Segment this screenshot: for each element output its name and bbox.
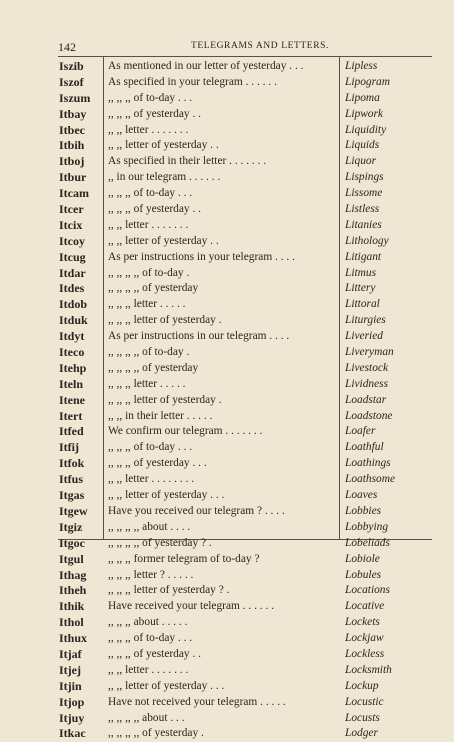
phrase-text: ,, ,, ,, of to-day . . .	[108, 187, 193, 200]
table-row	[58, 631, 432, 647]
cipher-word: Litmus	[345, 266, 377, 279]
code-word: Itgew	[59, 503, 88, 518]
table-row	[58, 91, 432, 107]
table-row	[58, 552, 432, 568]
phrase-text: ,, ,, in their letter . . . . .	[108, 409, 213, 422]
table-row	[58, 377, 432, 393]
cipher-word: Litanies	[345, 218, 382, 231]
phrase-text: Have received your telegram . . . . . .	[108, 600, 275, 613]
cipher-word: Locative	[345, 600, 385, 613]
phrase-text: ,, ,, ,, letter . . . . .	[108, 377, 186, 390]
phrase-text: Have not received your telegram . . . . .	[108, 695, 286, 708]
code-word: Itcoy	[59, 233, 85, 248]
table-row	[58, 663, 432, 679]
phrase-text: ,, ,, ,, of yesterday . .	[108, 203, 201, 216]
code-word: Itfed	[59, 424, 84, 439]
cipher-word: Lispings	[345, 171, 384, 184]
table-row	[58, 170, 432, 186]
phrase-text: ,, ,, letter . . . . . . .	[108, 663, 189, 676]
phrase-text: ,, ,, ,, letter of yesterday .	[108, 314, 222, 327]
cipher-word: Lobeliads	[345, 536, 390, 549]
phrase-text: ,, ,, letter of yesterday . .	[108, 234, 219, 247]
cipher-word: Lipwork	[345, 107, 383, 120]
cipher-word: Liturgies	[345, 314, 386, 327]
page-number: 142	[58, 40, 76, 54]
phrase-text: ,, ,, letter . . . . . . . .	[108, 473, 195, 486]
cipher-word: Lockjaw	[345, 632, 384, 645]
code-table	[58, 56, 432, 741]
cipher-word: Loathful	[345, 441, 384, 454]
code-word: Itgiz	[59, 519, 83, 534]
code-word: Itcam	[59, 186, 89, 201]
phrase-text: ,, ,, ,, ,, of to-day .	[108, 346, 190, 359]
table-row	[58, 234, 432, 250]
phrase-text: As per instructions in your telegram . . . .	[108, 250, 295, 263]
code-word: Iszib	[59, 59, 84, 73]
cipher-word: Lockless	[345, 647, 385, 660]
table-row	[58, 440, 432, 456]
table-row	[58, 409, 432, 425]
phrase-text: As mentioned in our letter of yesterday . . .	[108, 60, 304, 72]
code-word: Iteln	[59, 376, 83, 391]
cipher-word: Loadstar	[345, 393, 387, 406]
cipher-word: Liveryman	[345, 346, 394, 359]
cipher-word: Lobbies	[345, 504, 382, 517]
code-word: Iszum	[59, 90, 91, 105]
code-word: Itcer	[59, 202, 84, 217]
table-row	[58, 154, 432, 170]
phrase-text: ,, ,, ,, about . . . . .	[108, 616, 188, 629]
cipher-word: Locusts	[345, 711, 380, 724]
cipher-word: Loafer	[345, 425, 376, 438]
code-word: Itgul	[59, 551, 84, 566]
code-word: Ithux	[59, 631, 88, 646]
code-word: Itboj	[59, 154, 85, 169]
phrase-text: ,, in our telegram . . . . . .	[108, 171, 221, 184]
table-row	[58, 107, 432, 123]
phrase-text: ,, ,, ,, ,, about . . . .	[108, 520, 191, 533]
cipher-word: Liquidity	[345, 123, 387, 136]
phrase-text: As specified in their letter . . . . . . .	[108, 155, 267, 168]
table-row	[58, 679, 432, 695]
table-row	[58, 488, 432, 504]
cipher-word: Liquor	[345, 155, 377, 168]
table-row	[58, 599, 432, 615]
cipher-word: Loadstone	[345, 409, 393, 422]
code-word: Itbay	[59, 106, 87, 121]
code-word: Itert	[59, 408, 83, 423]
cipher-word: Lithology	[345, 234, 389, 247]
table-row	[58, 361, 432, 377]
phrase-text: ,, ,, ,, letter ? . . . . .	[108, 568, 194, 581]
phrase-text: ,, ,, ,, ,, about . . .	[108, 711, 185, 724]
cipher-word: Lobules	[345, 568, 382, 581]
code-word: Itjaf	[59, 646, 82, 661]
cipher-word: Listless	[345, 203, 380, 216]
table-row	[58, 615, 432, 631]
phrase-text: ,, ,, ,, letter of yesterday .	[108, 393, 222, 406]
table-row	[58, 266, 432, 282]
code-word: Itbur	[59, 170, 87, 185]
table-row	[58, 456, 432, 472]
cipher-word: Loaves	[345, 489, 378, 502]
phrase-text: ,, ,, ,, former telegram of to-day ?	[108, 552, 260, 565]
phrase-text: ,, ,, ,, ,, of yesterday	[108, 282, 199, 295]
cipher-word: Livestock	[345, 361, 389, 374]
table-row	[58, 536, 432, 552]
phrase-text: ,, ,, ,, of to-day . . .	[108, 91, 193, 104]
table-row	[58, 75, 432, 91]
phrase-text: We confirm our telegram . . . . . . .	[108, 425, 263, 438]
cipher-word: Lobiole	[345, 552, 380, 565]
cipher-word: Lodger	[345, 727, 378, 740]
phrase-text: ,, ,, ,, of yesterday . .	[108, 647, 201, 660]
code-word: Itbih	[59, 138, 85, 153]
phrase-text: As per instructions in our telegram . . . .	[108, 330, 290, 343]
phrase-text: ,, ,, ,, ,, of yesterday .	[108, 727, 204, 740]
code-word: Itfok	[59, 456, 85, 471]
table-row	[58, 297, 432, 313]
table-row	[58, 726, 432, 742]
table-row	[58, 647, 432, 663]
phrase-text: ,, ,, ,, letter . . . . .	[108, 298, 186, 311]
table-row	[58, 138, 432, 154]
code-word: Itheh	[59, 583, 87, 598]
table-row	[58, 345, 432, 361]
phrase-text: ,, ,, ,, letter of yesterday ? .	[108, 584, 230, 597]
phrase-text: ,, ,, letter of yesterday . . .	[108, 489, 225, 502]
cipher-word: Liveried	[345, 330, 383, 343]
phrase-text: ,, ,, letter of yesterday . . .	[108, 679, 225, 692]
code-word: Itjin	[59, 678, 82, 693]
code-word: Itjej	[59, 662, 81, 677]
table-row	[58, 520, 432, 536]
code-word: Itcug	[59, 249, 86, 264]
table-row	[58, 504, 432, 520]
table-row	[58, 393, 432, 409]
code-word: Itehp	[59, 360, 87, 375]
cipher-word: Lissome	[345, 187, 383, 200]
code-word: Ithik	[59, 599, 85, 614]
phrase-text: ,, ,, ,, of to-day . . .	[108, 632, 193, 645]
code-word: Itdob	[59, 297, 88, 312]
phrase-text: ,, ,, letter . . . . . . .	[108, 218, 189, 231]
code-word: Ithol	[59, 615, 84, 630]
code-word: Itdes	[59, 281, 85, 296]
table-row	[58, 123, 432, 139]
code-word: Itfij	[59, 440, 79, 455]
code-word: Itene	[59, 392, 85, 407]
code-word: Itbec	[59, 122, 85, 137]
code-word: Itjop	[59, 694, 85, 709]
cipher-word: Lockets	[345, 616, 380, 629]
code-word: Itcix	[59, 217, 83, 232]
phrase-text: ,, ,, ,, of yesterday . .	[108, 107, 201, 120]
cipher-word: Lipless	[345, 60, 378, 72]
table-row	[58, 250, 432, 266]
phrase-text: ,, ,, ,, of yesterday . . .	[108, 457, 207, 470]
code-word: Iszof	[59, 74, 84, 89]
cipher-word: Lividness	[345, 377, 389, 390]
table-row	[58, 695, 432, 711]
phrase-text: ,, ,, ,, ,, of yesterday ? .	[108, 536, 212, 549]
code-word: Itgoc	[59, 535, 85, 550]
cipher-word: Locations	[345, 584, 390, 597]
code-word: Itfus	[59, 472, 84, 487]
table-row	[58, 472, 432, 488]
table-row	[58, 424, 432, 440]
cipher-word: Lockup	[345, 679, 379, 692]
phrase-text: ,, ,, letter of yesterday . .	[108, 139, 219, 152]
phrase-text: As specified in your telegram . . . . . .	[108, 75, 277, 88]
table-row	[58, 568, 432, 584]
phrase-text: ,, ,, ,, ,, of to-day .	[108, 266, 190, 279]
cipher-word: Littery	[345, 282, 376, 295]
code-word: Ithag	[59, 567, 87, 582]
running-title: TELEGRAMS AND LETTERS.	[190, 41, 330, 51]
code-word: Itdar	[59, 265, 86, 280]
code-word: Itkac	[59, 726, 86, 741]
phrase-text: Have you received our telegram ? . . . .	[108, 504, 285, 517]
table-row	[58, 583, 432, 599]
code-word: Itduk	[59, 313, 88, 328]
table-row	[58, 218, 432, 234]
code-word: Itgas	[59, 488, 85, 503]
cipher-word: Loathings	[345, 457, 391, 470]
table-row	[58, 202, 432, 218]
phrase-text: ,, ,, ,, ,, of yesterday	[108, 361, 199, 374]
cipher-word: Loathsome	[345, 473, 395, 486]
cipher-word: Litigant	[345, 250, 382, 263]
code-word: Itjuy	[59, 710, 85, 725]
cipher-word: Locksmith	[345, 663, 392, 676]
phrase-text: ,, ,, ,, of to-day . . .	[108, 441, 193, 454]
cipher-word: Littoral	[345, 298, 380, 311]
table-row	[58, 313, 432, 329]
table-row	[58, 329, 432, 345]
cipher-word: Lobbying	[345, 520, 389, 533]
table-row	[58, 186, 432, 202]
code-word: Itdyt	[59, 329, 85, 344]
cipher-word: Lipoma	[345, 91, 380, 104]
table-row	[58, 711, 432, 727]
cipher-word: Liquids	[345, 139, 380, 152]
code-rows	[58, 59, 432, 742]
code-word: Iteco	[59, 345, 85, 360]
cipher-word: Locustic	[345, 695, 384, 708]
cipher-word: Lipogram	[345, 75, 390, 88]
table-row	[58, 281, 432, 297]
table-row	[58, 59, 432, 75]
phrase-text: ,, ,, letter . . . . . . .	[108, 123, 189, 136]
